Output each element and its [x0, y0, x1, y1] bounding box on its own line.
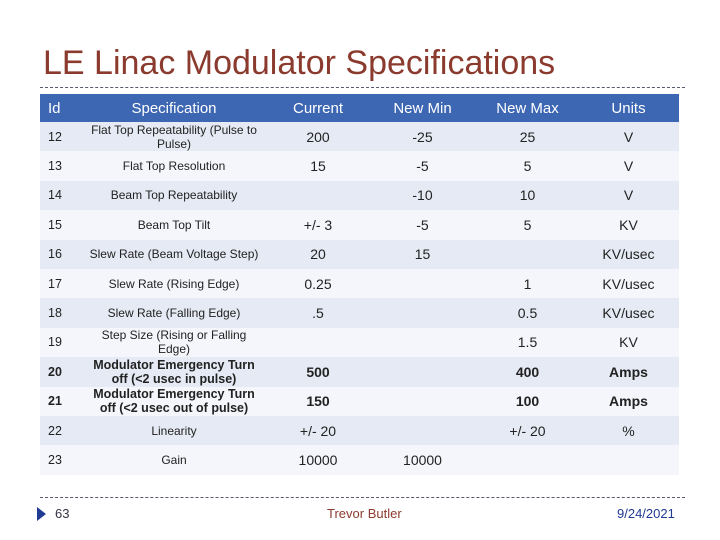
cell-new-min: -10	[412, 187, 433, 204]
header-new-max: New Max	[496, 99, 559, 117]
table-row	[40, 240, 679, 269]
table-row	[40, 122, 679, 151]
cell-current: .5	[312, 305, 324, 322]
table-row	[40, 416, 679, 445]
cell-units: %	[622, 422, 635, 439]
header-current: Current	[292, 99, 344, 117]
cell-new-min	[368, 357, 477, 386]
cell-new-max: 10	[519, 187, 536, 204]
table-row	[40, 298, 679, 327]
cell-new-max: 400	[515, 363, 540, 380]
cell-current	[268, 181, 368, 210]
cell-new-max: 0.5	[517, 305, 538, 322]
cell-id: 23	[48, 452, 62, 467]
cell-new-min: 10000	[403, 451, 442, 468]
cell-id: 19	[48, 335, 62, 350]
cell-units: Amps	[609, 393, 648, 410]
bottom-divider	[40, 497, 685, 498]
cell-units: V	[623, 128, 634, 145]
table-row	[40, 357, 679, 386]
cell-spec: Beam Top Repeatability	[110, 188, 238, 203]
header-id: Id	[48, 99, 61, 117]
cell-new-max: +/- 20	[509, 422, 546, 439]
table-row	[40, 445, 679, 474]
cell-units: V	[623, 187, 634, 204]
cell-spec: Slew Rate (Falling Edge)	[107, 306, 241, 321]
slide-title: LE Linac Modulator Specifications	[43, 44, 556, 82]
cell-spec: Step Size (Rising or Falling Edge)	[101, 328, 247, 357]
cell-current: 500	[306, 363, 330, 380]
table-row	[40, 387, 679, 416]
cell-id: 14	[48, 188, 62, 203]
cell-spec: Modulator Emergency Turn off (<2 usec out of pulse)	[93, 387, 255, 416]
page-number: 63	[55, 506, 70, 521]
footer-date: 9/24/2021	[617, 506, 675, 521]
cell-units: V	[623, 158, 634, 175]
cell-units: KV/usec	[602, 275, 655, 292]
cell-units	[578, 445, 679, 474]
cell-current: 150	[306, 393, 330, 410]
cell-new-max	[477, 240, 578, 269]
cell-units: KV	[619, 334, 638, 351]
cell-units: KV/usec	[602, 246, 655, 263]
cell-current: 20	[310, 246, 326, 263]
cell-current: +/- 20	[299, 422, 337, 439]
cell-spec: Linearity	[151, 423, 197, 438]
table-row	[40, 151, 679, 180]
cell-new-min: -5	[416, 158, 429, 175]
table-row	[40, 269, 679, 298]
header-specification: Specification	[131, 99, 217, 117]
cell-new-min	[368, 328, 477, 357]
footer-author: Trevor Butler	[327, 506, 402, 521]
cell-new-max: 100	[515, 393, 540, 410]
cell-new-min: -5	[416, 216, 429, 233]
cell-current	[268, 328, 368, 357]
cell-current: 15	[310, 158, 326, 175]
spec-table	[40, 94, 679, 475]
cell-new-max: 5	[523, 158, 532, 175]
cell-current: +/- 3	[303, 216, 333, 233]
cell-spec: Flat Top Resolution	[122, 159, 226, 174]
cell-new-max: 1	[523, 275, 532, 292]
cell-spec: Flat Top Repeatability (Pulse to Pulse)	[91, 122, 257, 151]
cell-spec: Beam Top Tilt	[137, 217, 211, 232]
cell-units: KV/usec	[602, 305, 655, 322]
cell-new-max: 5	[523, 216, 532, 233]
cell-new-min	[368, 387, 477, 416]
cell-new-min: 15	[414, 246, 431, 263]
cell-current: 0.25	[304, 275, 332, 292]
cell-id: 21	[48, 394, 62, 409]
cell-new-min	[368, 298, 477, 327]
table-row	[40, 181, 679, 210]
table-header-row	[40, 94, 679, 122]
cell-id: 18	[48, 306, 62, 321]
cell-spec: Slew Rate (Beam Voltage Step)	[89, 247, 259, 262]
top-divider	[40, 87, 685, 88]
cell-spec: Gain	[161, 452, 187, 467]
table-row	[40, 210, 679, 239]
header-units: Units	[611, 99, 646, 117]
cell-new-min: -25	[412, 128, 433, 145]
cell-id: 12	[48, 129, 62, 144]
cell-new-min	[368, 416, 477, 445]
cell-id: 17	[48, 276, 62, 291]
slide-marker-icon	[37, 507, 46, 521]
cell-id: 20	[48, 364, 62, 379]
cell-id: 13	[48, 159, 62, 174]
table-row	[40, 328, 679, 357]
cell-new-max: 1.5	[517, 334, 538, 351]
cell-units: KV	[619, 216, 638, 233]
cell-spec: Slew Rate (Rising Edge)	[108, 276, 240, 291]
cell-new-max: 25	[519, 128, 536, 145]
cell-current: 10000	[298, 451, 338, 468]
cell-id: 22	[48, 423, 62, 438]
cell-spec: Modulator Emergency Turn off (<2 usec in pulse)	[93, 357, 255, 386]
cell-id: 15	[48, 217, 62, 232]
cell-current: 200	[306, 128, 330, 145]
cell-new-min	[368, 269, 477, 298]
cell-new-max	[477, 445, 578, 474]
header-new-min: New Min	[393, 99, 452, 117]
cell-id: 16	[48, 247, 62, 262]
cell-units: Amps	[609, 363, 648, 380]
